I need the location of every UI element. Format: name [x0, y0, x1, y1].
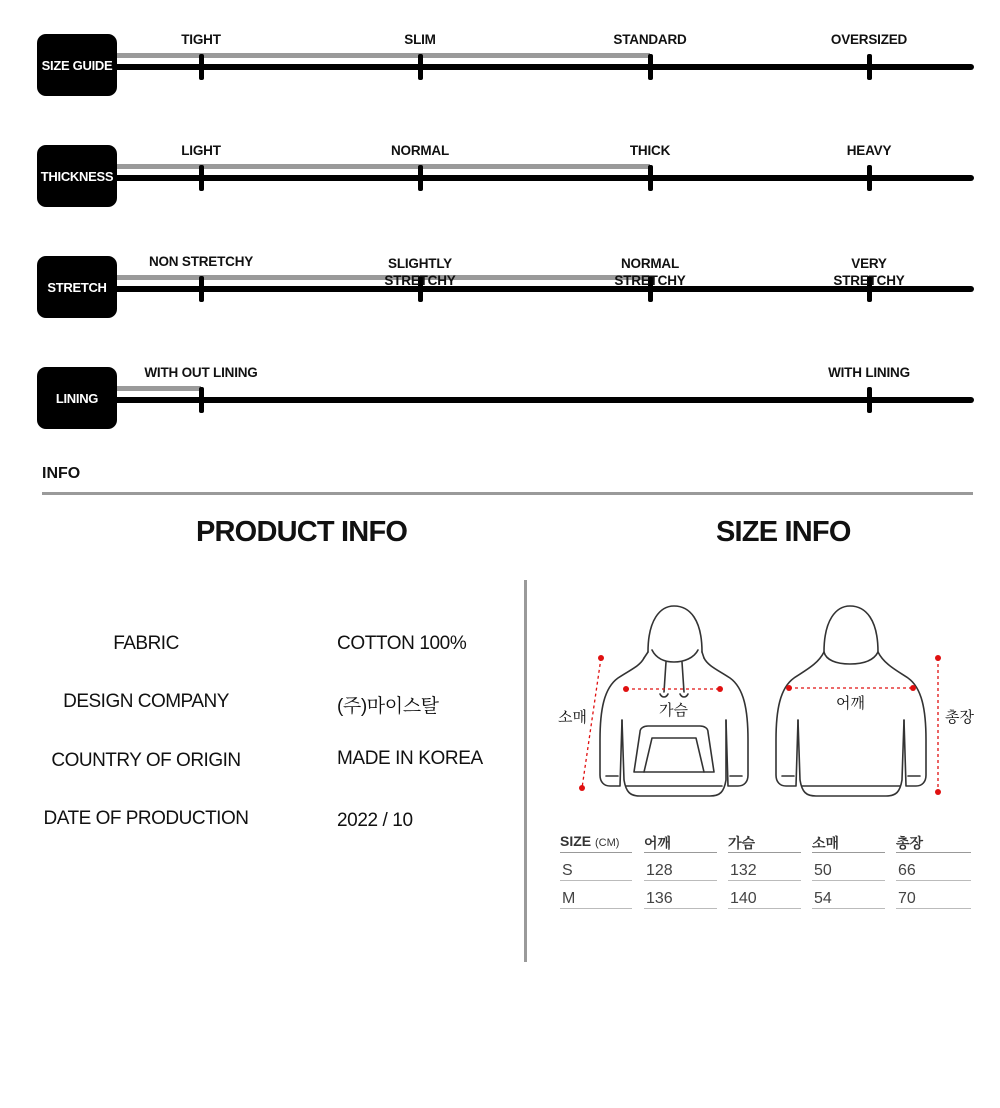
table-rule	[644, 852, 717, 853]
table-rule	[560, 852, 632, 853]
size-info-title: SIZE INFO	[716, 516, 851, 548]
date-of-production-value: 2022 / 10	[337, 810, 413, 831]
product-info-title: PRODUCT INFO	[196, 516, 408, 548]
table-rule	[560, 880, 632, 881]
design-company-key: DESIGN COMPANY	[63, 691, 229, 712]
measure-point	[786, 685, 792, 691]
thickness-track	[110, 175, 974, 181]
country-of-origin-value: MADE IN KOREA	[337, 748, 483, 769]
measure-point	[910, 685, 916, 691]
fabric-key: FABRIC	[113, 633, 179, 654]
thickness-tick-label: THICK	[629, 143, 671, 158]
chest-column-header: 가슴	[728, 835, 756, 851]
stretch-tick	[199, 276, 204, 302]
stretch-tick-label: VERY STRETCHY	[833, 256, 905, 288]
date-of-production-key: DATE OF PRODUCTION	[43, 808, 249, 829]
thickness-badge: THICKNESS	[37, 145, 117, 207]
table-cell: 128	[646, 862, 673, 879]
hoodie-size-diagram	[556, 600, 976, 805]
size-guide-tick-label: SLIM	[404, 32, 436, 47]
column-divider	[524, 580, 527, 962]
measure-point	[717, 686, 723, 692]
shoulder-label: 어깨	[836, 695, 865, 712]
thickness-tick	[867, 165, 872, 191]
size-guide-tick-label: TIGHT	[181, 32, 221, 47]
size-guide-tick-label: OVERSIZED	[830, 32, 908, 47]
lining-tick-label: WITH LINING	[828, 365, 910, 380]
table-cell: 140	[730, 890, 757, 907]
table-cell: 50	[814, 862, 832, 879]
stretch-tick-label: NON STRETCHY	[148, 254, 254, 269]
table-rule	[812, 908, 885, 909]
measure-point	[935, 655, 941, 661]
shoulder-column-header: 어깨	[644, 835, 672, 851]
lining-tick-label: WITH OUT LINING	[144, 365, 258, 380]
thickness-tick	[648, 165, 653, 191]
measure-point	[623, 686, 629, 692]
thickness-tick-label: HEAVY	[846, 143, 892, 158]
table-cell: 136	[646, 890, 673, 907]
stretch-tick-label: NORMAL STRETCHY	[614, 256, 686, 288]
table-rule	[644, 880, 717, 881]
measure-point	[598, 655, 604, 661]
measure-point	[579, 785, 585, 791]
table-rule	[728, 908, 801, 909]
table-rule	[896, 880, 971, 881]
table-cell: 70	[898, 890, 916, 907]
table-cell: 54	[814, 890, 832, 907]
table-rule	[644, 908, 717, 909]
table-rule	[560, 908, 632, 909]
table-rule	[812, 880, 885, 881]
country-of-origin-key: COUNTRY OF ORIGIN	[51, 750, 241, 771]
info-divider	[42, 492, 973, 495]
thickness-tick-label: NORMAL	[390, 143, 450, 158]
thickness-tick	[199, 165, 204, 191]
measure-point	[935, 789, 941, 795]
lining-tick	[199, 387, 204, 413]
table-rule	[896, 908, 971, 909]
size-guide-tick-label: STANDARD	[613, 32, 687, 47]
length-label: 총장	[945, 709, 974, 726]
size-guide-badge: SIZE GUIDE	[37, 34, 117, 96]
sleeve-column-header: 소매	[812, 835, 840, 851]
sleeve-label: 소매	[558, 709, 587, 726]
lining-badge: LINING	[37, 367, 117, 429]
size-cell: M	[562, 890, 576, 907]
stretch-tick-label: SLIGHTLY STRETCHY	[384, 256, 456, 288]
table-rule	[728, 852, 801, 853]
table-cell: 132	[730, 862, 757, 879]
stretch-badge: STRETCH	[37, 256, 117, 318]
fabric-value: COTTON 100%	[337, 633, 467, 654]
length-column-header: 총장	[896, 835, 924, 851]
table-cell: 66	[898, 862, 916, 879]
lining-track	[110, 397, 974, 403]
thickness-level-bar	[110, 164, 650, 169]
thickness-tick	[418, 165, 423, 191]
info-heading: INFO	[42, 465, 81, 482]
design-company-value: (주)마이스탈	[337, 696, 439, 717]
table-rule	[812, 852, 885, 853]
size-cell: S	[562, 862, 573, 879]
chest-label: 가슴	[659, 702, 688, 719]
lining-level-bar	[110, 386, 201, 391]
table-rule	[896, 852, 971, 853]
table-rule	[728, 880, 801, 881]
size-column-header: SIZE (CM)	[560, 833, 620, 849]
lining-tick	[867, 387, 872, 413]
thickness-tick-label: LIGHT	[181, 143, 221, 158]
